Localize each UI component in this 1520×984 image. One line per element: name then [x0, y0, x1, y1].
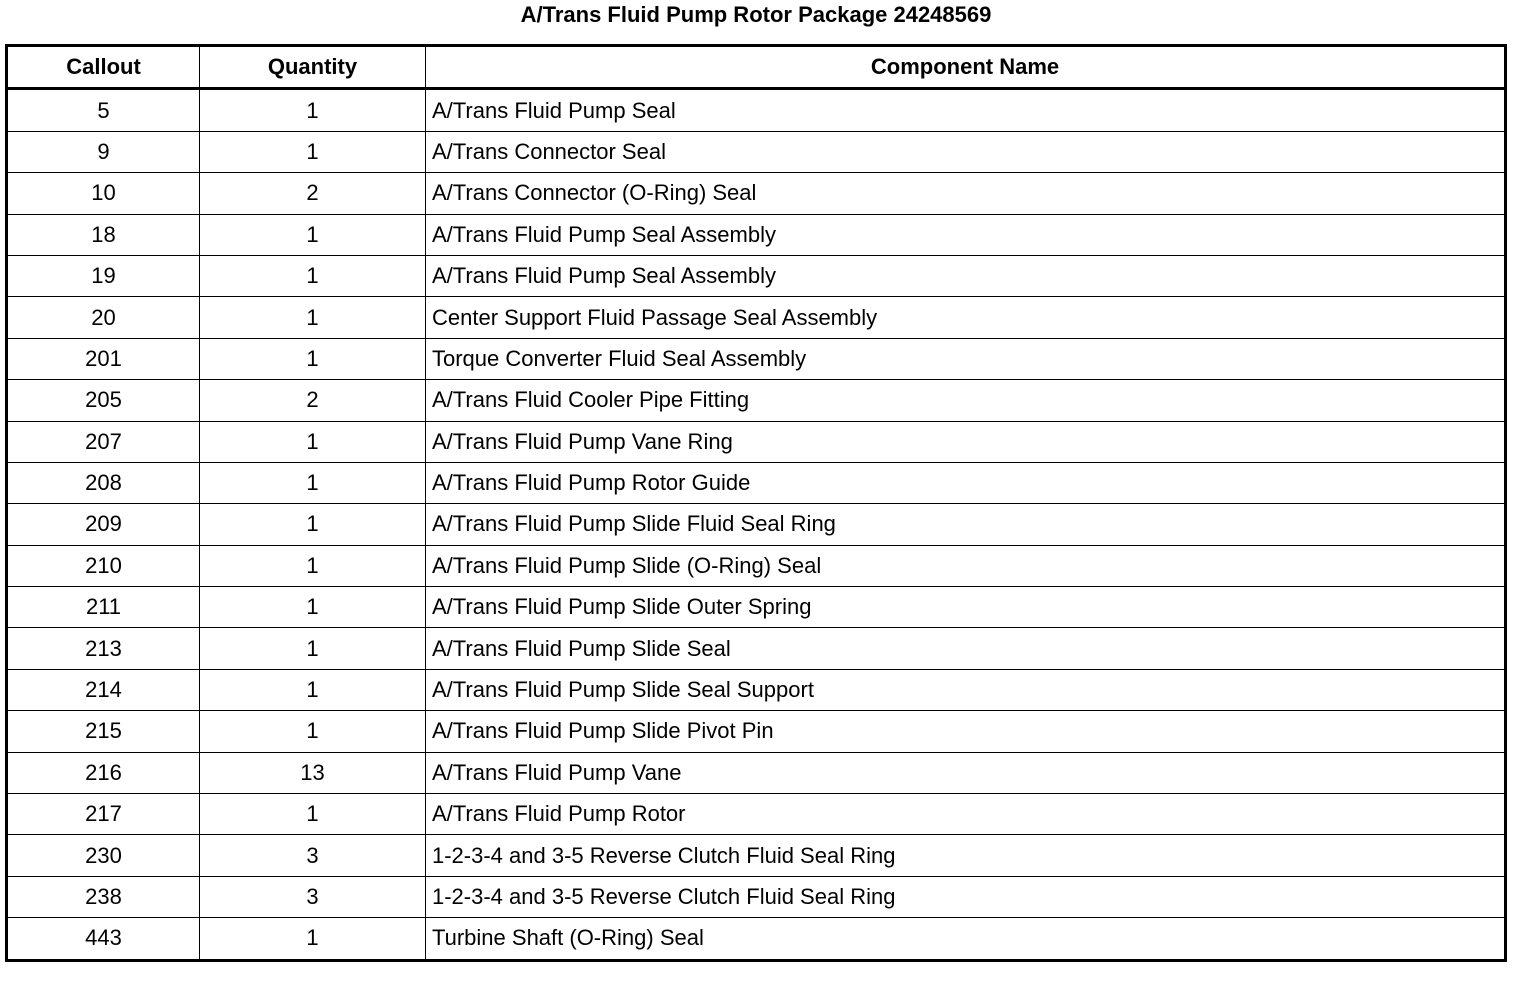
table-row	[7, 462, 1506, 503]
component-name-cell: A/Trans Fluid Pump Vane	[426, 752, 1506, 793]
quantity-cell: 1	[200, 918, 426, 960]
quantity-cell: 1	[200, 669, 426, 710]
quantity-cell: 1	[200, 89, 426, 131]
table-row	[7, 628, 1506, 669]
table-row	[7, 876, 1506, 917]
component-name-cell: A/Trans Fluid Pump Slide Outer Spring	[426, 587, 1506, 628]
callout-cell: 215	[7, 711, 200, 752]
callout-cell: 238	[7, 876, 200, 917]
table-row	[7, 380, 1506, 421]
quantity-cell: 3	[200, 835, 426, 876]
component-name-cell: A/Trans Fluid Pump Slide Fluid Seal Ring	[426, 504, 1506, 545]
quantity-cell: 2	[200, 380, 426, 421]
header-callout: Callout	[7, 46, 200, 89]
component-name-cell: 1-2-3-4 and 3-5 Reverse Clutch Fluid Seal Ring	[426, 876, 1506, 917]
callout-cell: 216	[7, 752, 200, 793]
component-name-cell: A/Trans Fluid Pump Slide (O-Ring) Seal	[426, 545, 1506, 586]
quantity-cell: 1	[200, 587, 426, 628]
component-name-cell: A/Trans Fluid Pump Rotor Guide	[426, 462, 1506, 503]
component-name-cell: A/Trans Fluid Pump Seal Assembly	[426, 214, 1506, 255]
component-name-cell: Center Support Fluid Passage Seal Assembly	[426, 297, 1506, 338]
component-name-cell: A/Trans Fluid Pump Vane Ring	[426, 421, 1506, 462]
callout-cell: 18	[7, 214, 200, 255]
parts-table	[5, 44, 1507, 962]
callout-cell: 19	[7, 255, 200, 296]
callout-cell: 10	[7, 173, 200, 214]
callout-cell: 213	[7, 628, 200, 669]
table-row	[7, 794, 1506, 835]
table-header-row	[7, 46, 1506, 89]
table-row	[7, 255, 1506, 296]
callout-cell: 209	[7, 504, 200, 545]
quantity-cell: 1	[200, 338, 426, 379]
callout-cell: 214	[7, 669, 200, 710]
quantity-cell: 3	[200, 876, 426, 917]
callout-cell: 443	[7, 918, 200, 960]
page-title: A/Trans Fluid Pump Rotor Package 24248569	[520, 2, 992, 27]
callout-cell: 201	[7, 338, 200, 379]
table-row	[7, 545, 1506, 586]
table-row	[7, 918, 1506, 960]
header-component-name: Component Name	[426, 46, 1506, 89]
quantity-cell: 1	[200, 214, 426, 255]
table-row	[7, 173, 1506, 214]
component-name-cell: 1-2-3-4 and 3-5 Reverse Clutch Fluid Seal Ring	[426, 835, 1506, 876]
callout-cell: 217	[7, 794, 200, 835]
callout-cell: 9	[7, 131, 200, 172]
component-name-cell: A/Trans Fluid Pump Slide Pivot Pin	[426, 711, 1506, 752]
table-row	[7, 587, 1506, 628]
quantity-cell: 1	[200, 628, 426, 669]
table-row	[7, 89, 1506, 131]
quantity-cell: 1	[200, 711, 426, 752]
quantity-cell: 1	[200, 297, 426, 338]
quantity-cell: 1	[200, 794, 426, 835]
component-name-cell: A/Trans Fluid Pump Seal	[426, 89, 1506, 131]
table-row	[7, 338, 1506, 379]
component-name-cell: Torque Converter Fluid Seal Assembly	[426, 338, 1506, 379]
quantity-cell: 1	[200, 421, 426, 462]
callout-cell: 210	[7, 545, 200, 586]
quantity-cell: 1	[200, 255, 426, 296]
table-row	[7, 752, 1506, 793]
component-name-cell: A/Trans Fluid Pump Rotor	[426, 794, 1506, 835]
table-row	[7, 669, 1506, 710]
table-row	[7, 297, 1506, 338]
table-row	[7, 214, 1506, 255]
table-row	[7, 835, 1506, 876]
callout-cell: 211	[7, 587, 200, 628]
table-row	[7, 504, 1506, 545]
quantity-cell: 1	[200, 504, 426, 545]
quantity-cell: 2	[200, 173, 426, 214]
callout-cell: 20	[7, 297, 200, 338]
component-name-cell: A/Trans Connector Seal	[426, 131, 1506, 172]
component-name-cell: A/Trans Fluid Pump Slide Seal Support	[426, 669, 1506, 710]
quantity-cell: 1	[200, 131, 426, 172]
callout-cell: 207	[7, 421, 200, 462]
callout-cell: 230	[7, 835, 200, 876]
component-name-cell: A/Trans Connector (O-Ring) Seal	[426, 173, 1506, 214]
callout-cell: 5	[7, 89, 200, 131]
component-name-cell: A/Trans Fluid Pump Slide Seal	[426, 628, 1506, 669]
quantity-cell: 1	[200, 545, 426, 586]
table-row	[7, 131, 1506, 172]
component-name-cell: A/Trans Fluid Pump Seal Assembly	[426, 255, 1506, 296]
quantity-cell: 1	[200, 462, 426, 503]
callout-cell: 205	[7, 380, 200, 421]
component-name-cell: A/Trans Fluid Cooler Pipe Fitting	[426, 380, 1506, 421]
callout-cell: 208	[7, 462, 200, 503]
quantity-cell: 13	[200, 752, 426, 793]
header-quantity: Quantity	[200, 46, 426, 89]
table-row	[7, 711, 1506, 752]
component-name-cell: Turbine Shaft (O-Ring) Seal	[426, 918, 1506, 960]
table-row	[7, 421, 1506, 462]
table-body	[7, 89, 1506, 960]
